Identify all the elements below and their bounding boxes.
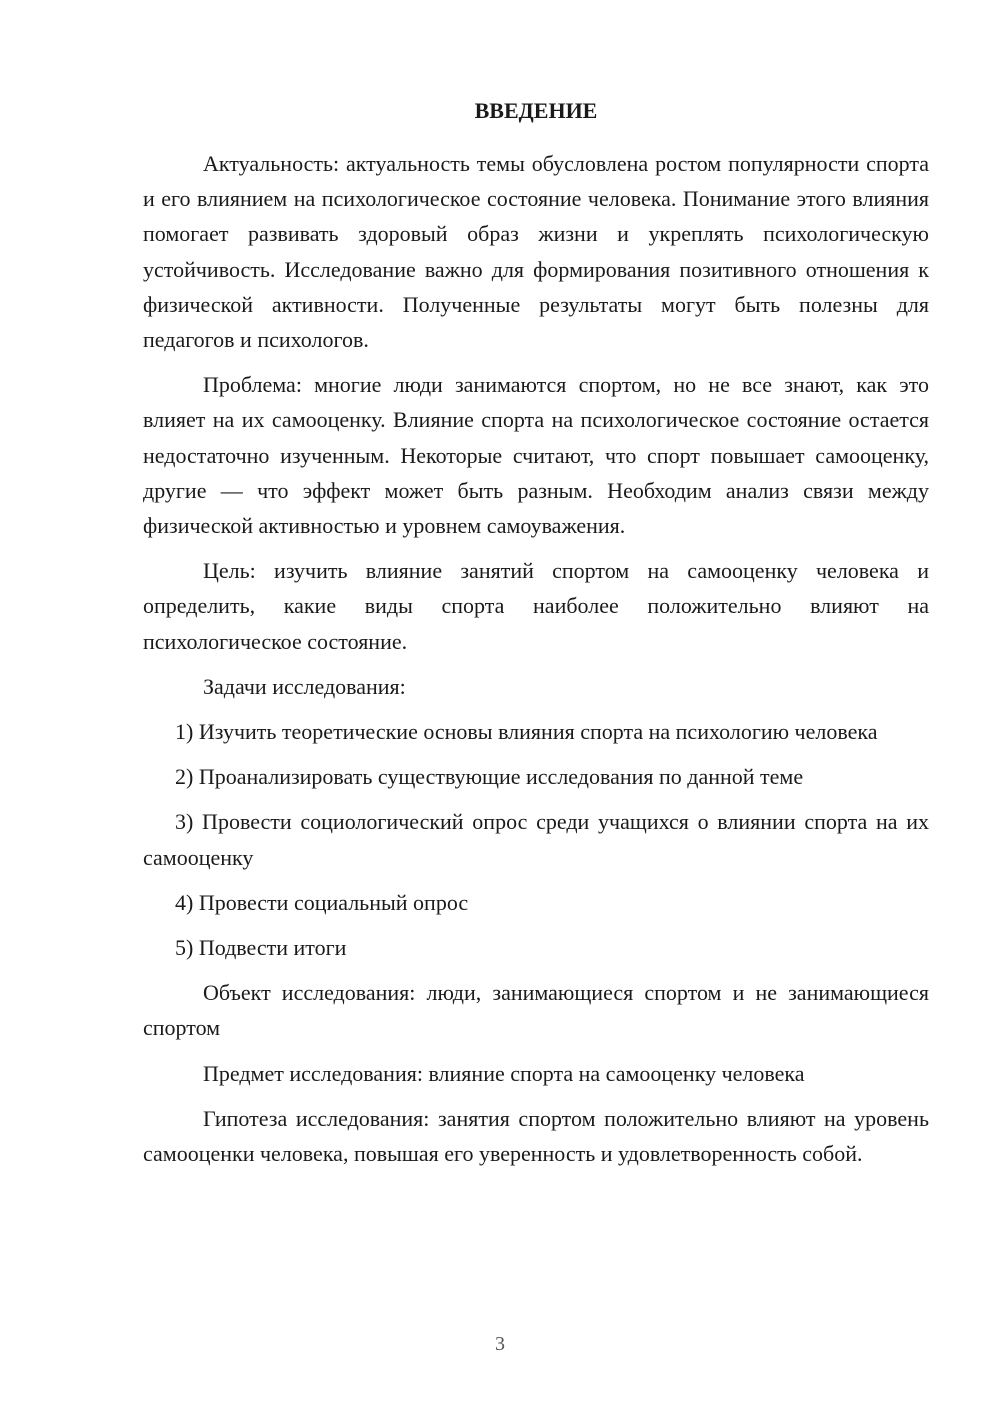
section-heading: ВВЕДЕНИЕ — [474, 98, 598, 123]
paragraph-tasks-title: Задачи исследования: — [203, 673, 406, 699]
paragraph-hypothesis: Гипотеза исследования: занятия спортом положительно влияют на уровень самооценки человека, повышая его уверенность и удовлетворенность собой. — [143, 1105, 929, 1167]
paragraph-relevance: Актуальность: актуальность темы обусловлена ростом популярности спорта и его влиянием на психологическое состояние человека. Понимание этого влияния помогает развивать здоровый образ жизни и укреплять психологическую устойчивость. Исследование важно для формирования позитивного отношения к физической активности. Полученные результаты могут быть полезны для педагогов и психологов. — [143, 151, 929, 353]
paragraph-subject: Предмет исследования: влияние спорта на самооценку человека — [203, 1060, 805, 1086]
task-item-5: 5) Подвести итоги — [175, 935, 347, 961]
task-item-3: 3) Провести социологический опрос среди учащихся о влиянии спорта на их самооценку — [143, 809, 929, 870]
page-number: 3 — [495, 1333, 505, 1355]
paragraph-goal: Цель: изучить влияние занятий спортом на самооценку человека и определить, какие виды спорта наиболее положительно влияют на психологическое состояние. — [143, 558, 929, 654]
paragraph-problem: Проблема: многие люди занимаются спортом, но не все знают, как это влияет на их самооценку. Влияние спорта на психологическое состояние остается недостаточно изученным. Некоторые считают, что спорт повышает самооценку, другие — что эффект может быть разным. Необходим анализ связи между физической активностью и уровнем самоуважения. — [143, 372, 929, 539]
document-page — [143, 96, 929, 1171]
task-item-1: 1) Изучить теоретические основы влияния спорта на психологию человека — [175, 719, 878, 745]
task-item-4: 4) Провести социальный опрос — [175, 889, 469, 915]
task-item-2: 2) Проанализировать существующие исследования по данной теме — [175, 764, 804, 790]
paragraph-object: Объект исследования: люди, занимающиеся спортом и не занимающиеся спортом — [143, 980, 929, 1041]
